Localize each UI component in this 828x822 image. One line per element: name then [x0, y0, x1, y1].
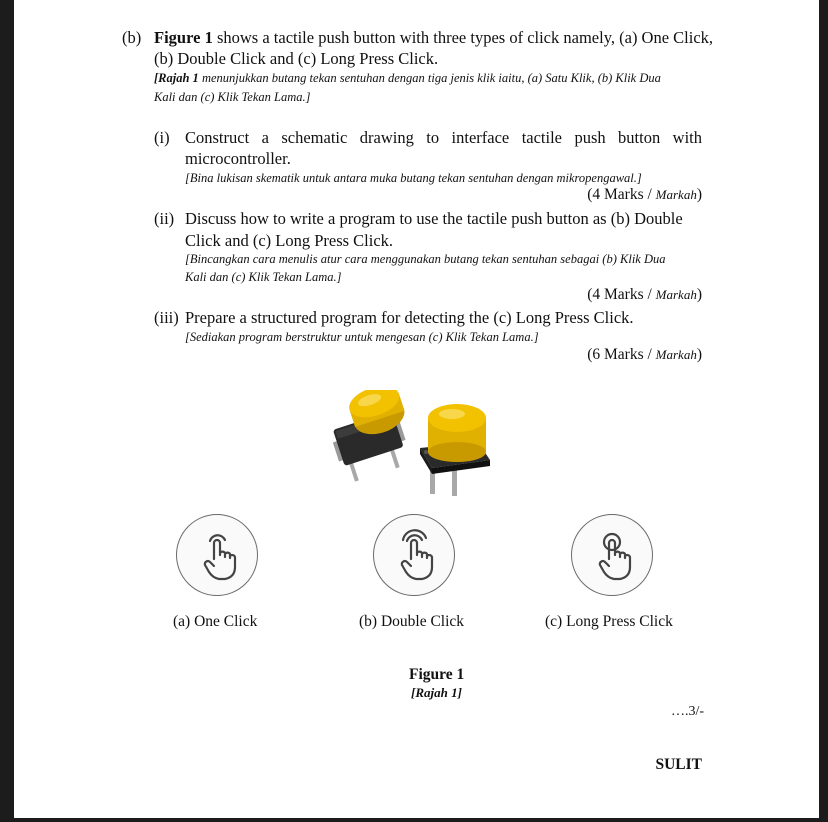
question-line-1-text: shows a tactile push button with three types of click namely, (a) One Click,	[212, 28, 714, 47]
figure-reference: Figure 1	[154, 28, 213, 47]
part-iii-marks: (6 Marks / Markah)	[587, 346, 702, 363]
scan-frame-left	[0, 0, 14, 822]
question-translation-line-1	[154, 69, 661, 87]
part-ii-number: (ii)	[154, 209, 175, 228]
scan-frame-right	[819, 0, 828, 822]
part-i-translation: [Bina lukisan skematik untuk antara muka butang tekan sentuhan dengan mikropengawal.]	[185, 171, 642, 185]
part-ii-translation-line-1: [Bincangkan cara menulis atur cara menggunakan butang tekan sentuhan sebagai (b) Klik Dua	[185, 252, 666, 266]
scan-frame-bottom	[0, 818, 828, 822]
one-click-icon-circle	[176, 514, 258, 596]
classification-label: SULIT	[655, 756, 702, 773]
question-line-2: (b) Double Click and (c) Long Press Click.	[154, 49, 439, 68]
figure-title: Figure 1	[409, 666, 465, 683]
part-i-line-2: microcontroller.	[185, 149, 291, 168]
tactile-button-left-image	[328, 390, 421, 484]
translation-line-1-text: menunjukkan butang tekan sentuhan dengan tiga jenis klik iaitu, (a) Satu Klik, (b) Klik Dua	[198, 71, 661, 85]
figure-translation: [Rajah 1]	[411, 685, 462, 700]
part-iii-number: (iii)	[154, 308, 179, 327]
part-ii-translation-line-2: Kali dan (c) Klik Tekan Lama.]	[185, 270, 342, 284]
question-translation-line-2: Kali dan (c) Klik Tekan Lama.]	[154, 90, 311, 104]
part-i-marks: (4 Marks / Markah)	[587, 186, 702, 203]
part-ii-line-1: Discuss how to write a program to use the tactile push button as (b) Double	[185, 209, 683, 228]
caption-one-click: (a) One Click	[173, 613, 258, 630]
part-iii-translation: [Sediakan program berstruktur untuk mengesan (c) Klik Tekan Lama.]	[185, 330, 539, 344]
tap-one-click-icon	[177, 515, 257, 595]
translation-figure-reference: [Rajah 1	[154, 71, 199, 85]
part-i-line-1: Construct a schematic drawing to interface tactile push button with	[185, 128, 702, 147]
page-continuation: ….3/-	[670, 704, 704, 719]
tap-double-click-icon	[374, 515, 454, 595]
part-i-number: (i)	[154, 128, 170, 147]
part-ii-line-2: Click and (c) Long Press Click.	[185, 231, 394, 250]
question-line-1	[154, 27, 713, 48]
caption-long-press-click: (c) Long Press Click	[545, 613, 673, 630]
question-label: (b)	[122, 28, 142, 47]
tap-long-press-icon	[572, 515, 652, 595]
long-press-icon-circle	[571, 514, 653, 596]
caption-double-click: (b) Double Click	[359, 613, 465, 630]
tactile-button-right-image	[420, 404, 490, 496]
part-iii-line-1: Prepare a structured program for detecting the (c) Long Press Click.	[185, 308, 634, 327]
tactile-push-button-photo	[328, 390, 498, 500]
part-ii-marks: (4 Marks / Markah)	[587, 286, 702, 303]
double-click-icon-circle	[373, 514, 455, 596]
